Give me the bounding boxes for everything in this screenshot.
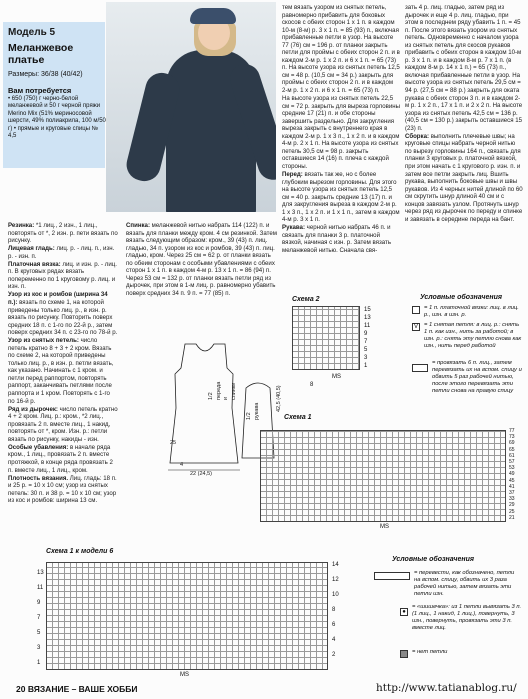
row-num: 1	[364, 363, 368, 369]
para	[282, 4, 400, 95]
row-num: 13	[364, 315, 371, 321]
page-footer	[0, 682, 528, 699]
row-num: 3	[364, 355, 368, 361]
para-title: Узор из снятых петель:	[8, 337, 79, 345]
row-num: 65	[509, 446, 515, 453]
para-text: число петель кратно 8 + 3 + 2 кром. Вязать по схеме 2, на которой приведены только лиц. р., в изн. р. петли вязать, как указано. Начинать с 1 кром. и петли перед раппортом, повторять раппорт, заканчивать петлями после раппорта и 1 кром. Повторять с 1-го по 16-й р.	[8, 337, 114, 405]
para-title: Платочная вязка:	[8, 260, 61, 268]
para	[282, 95, 400, 170]
instructions-col2	[126, 222, 278, 298]
para-title: Сборка:	[405, 132, 429, 140]
row-num: 6	[332, 622, 336, 628]
legend-item: = 1 снятая петля: в лиц. р.: снять 1 п. как изн., нить за работой; в изн. р.: снять эту петлю снова как изн., нить перед работой	[424, 322, 522, 349]
para-text: число петель кратно 4 + 2 кром. Лиц. р.: кром., *2 лиц., провязать 2 п. вместе лиц., 1 накид, повторять от *, кром. Изн. р.: петли вязать по рисунку, накиды - изн.	[8, 405, 118, 443]
symbol-wrap-purl	[374, 572, 410, 580]
row-num: 77	[509, 428, 515, 434]
sizes-line: Размеры: 36/38 (40/42)	[8, 71, 83, 78]
para	[282, 224, 400, 254]
symbol-garter	[412, 306, 420, 314]
para-text: меланжевой нитью набрать 114 (122) п. и вязать для планки между кром. 4 см резинкой. Затем вязать следующим образом: кром., 39 (43) п. лиц. гладью, 34 п. узором из кос и ромбов, 39 (43) п. лиц. гладью, кром. Через 25 см = 62 р. от планки вязать по обеим сторонам с особыми убавлениями с обеих сторон 1 х 1 п. в каждом 4-м р. 13 х 1 п. = 86 (94) п. Через 53 см = 132 р. от планки вязать петли ряд из дырочек, при этом в 1-м лиц. р. равномерно убавить поверх средних 34 п. 9 п. = 77 (85) п.	[126, 222, 277, 297]
cap	[190, 8, 236, 24]
row-num: 1	[37, 660, 41, 666]
row-num: 33	[509, 496, 515, 503]
row-num: 7	[364, 339, 368, 345]
materials-title: Вам потребуется	[8, 86, 72, 95]
instructions-col1	[8, 222, 118, 505]
schema2-title: Схема 2	[292, 296, 320, 303]
schema1-ms: MS	[380, 524, 389, 530]
para-text: черной нитью набрать 46 п. и связать для планки 3 р. платочной вязкой, начиная с изн. р. Затем вязать меланжевой нитью. Сначала свя-	[282, 224, 391, 254]
para-text: лиц. р. - лиц. п., изн. р. - изн. п.	[8, 245, 115, 260]
para	[405, 4, 523, 132]
schema1-row-numbers	[509, 428, 515, 521]
row-num: 4	[332, 637, 336, 643]
legend-item: = перевести, как обозначено, петли на вспом. спицу, обвить их 3 раза рабочей нитью, затем вязать эти петли изн.	[414, 570, 515, 597]
row-num: 37	[509, 490, 515, 497]
para-title: Рукава:	[282, 224, 305, 232]
symbol-no-stitch	[400, 650, 408, 658]
row-num: 2	[332, 652, 336, 658]
symbol-wrap	[412, 364, 428, 372]
sleeve-pattern-label: 1/2 рукава	[246, 402, 260, 420]
para-title: Лицевая гладь:	[8, 245, 55, 253]
body-pattern-outline	[170, 344, 238, 463]
para-text: *1 лиц., 2 изн., 1 лиц., повторять от *, 2 изн. р. пети вязать по рисунку.	[8, 222, 118, 245]
row-num: 12	[332, 577, 339, 583]
para-title: Резинка:	[8, 222, 35, 229]
para-text: зать 4 р. лиц. гладью, затем ряд из дырочек и еще 4 р. лиц. гладью, при этом в последнем ряду убавить 1 п. = 45 п. После этого вязать узором из снятых петель. Одновременно с началом узора из снятых петель для скосов рукавов прибавить с обеих сторон в каждом 10-м р. 3 х 1 п. и в каждом 8-м р. 7 х 1 п. (в каждом 8-м р. 14 х 1 п.) = 65 (73) п., включая прибавленные петли в узор. На высоте узора из снятых петель 29,5 см = 94 р. (27,5 см = 88 р.) закрыть для окатa рукава с обеих сторон 3 п. и в каждом 2-м р. 1 х 2 п., 17 х 1 п. и 2 х 2 п. На высоте узора из снятых петель 42,5 см = 136 р. (40,5 см = 130 р.) закрыть оставшиеся 15 (23) п.	[405, 4, 523, 132]
para-title: Узор из кос и ромбов (ширина 34 п.):	[8, 291, 108, 306]
row-num: 11	[364, 323, 371, 329]
sleeve-height-label: 42,5 (40,5)	[276, 385, 282, 412]
para	[8, 475, 118, 505]
row-num: 3	[37, 645, 41, 651]
row-num: 14	[332, 562, 339, 568]
legend-item: = 1 п. платочной вязки: лиц. в лиц. р., изн. в изн. р.	[424, 305, 519, 318]
source-url[interactable]: http://www.tatianablog.ru/	[376, 682, 517, 694]
row-num: 9	[364, 331, 368, 337]
para-text: На высоте узора из снятых петель 22,5 см = 72 р. закрыть для выреза горловины средние 17 (21) п. и обе стороны завершить раздельно. Для закругления выреза закрыть с внутреннего края в каждом 2-м р. 1 х 3 п., 1 х 2 п. и в каждом 4-м р. 2 х 1 п. На высоте узора из снятых петель 30,5 см = 98 р. закрыть оставшиеся 14 (16) п. плеча с каждой стороны.	[282, 95, 401, 170]
symbol-bobble: ●	[400, 608, 408, 616]
row-num: 13	[37, 570, 44, 576]
row-num: 25	[509, 508, 515, 515]
schema1k-rows-right	[332, 558, 339, 663]
model-photo	[106, 2, 276, 212]
legend-item: = нет петли	[412, 649, 448, 655]
para	[282, 171, 400, 224]
row-num: 8	[332, 607, 336, 613]
row-num: 49	[509, 471, 515, 478]
instructions-col4	[405, 4, 523, 224]
para	[405, 133, 523, 224]
row-num: 61	[509, 452, 515, 459]
materials-text: • 650 (750) г черно-белой меланжевой и 50 г черной пряжи Merino Mix (51% мериносовой шерсти, 49% полиакрила, 100 м/50 г) • прямые и круговые спицы № 4,5	[8, 96, 106, 140]
para-text: вязать по схеме 1, на которой приведены только лиц. р., в изн. р. вязать по рисунку. Повторить поверх средних 18 п. с 1-го по 22-й р., затем поверх средних 34 п. с 23-го по 78-й р.	[8, 298, 118, 337]
body-width-label: 22 (24,5)	[190, 471, 213, 477]
para-title: Ряд из дырочек:	[8, 405, 58, 413]
schema1k-title: Схема 1 к модели 6	[46, 548, 114, 555]
legend-top-title: Условные обозначения	[420, 294, 503, 301]
legend-item: = «шишечка»: из 1 петли вывязать 3 п. (1 лиц., 1 накид, 1 лиц.), повернуть, 3 изн., повернуть, провязать эти 3 п. вместе лиц.	[412, 604, 522, 631]
para-title: Плотность вязания.	[8, 474, 69, 482]
para	[8, 337, 118, 405]
row-num: 73	[509, 434, 515, 441]
schema1k-rows-left	[37, 566, 44, 671]
row-num: 5	[37, 630, 41, 636]
row-num: 15	[364, 307, 371, 313]
para-text: вязать так же, но с более глубоким вырезом горловины. Для этого на высоте узора из снятых петель 12,5 см = 40 р. закрыть средние 13 (17) п. и для закругления выреза в каждом 2-м р. 1 х 3 п., 1 х 2 п. и 1 х 1 п., затем в каждом 4-м р. 3 х 1 п.	[282, 171, 400, 224]
schema2-repeat: 8	[310, 382, 314, 388]
row-num: 69	[509, 440, 515, 447]
legend-item: = провязать 6 п. лиц., затем перевязать их на вспом. спицу и обвить 5 раз рабочей нитью, после этого перевязать эти петли снова на правую спицу	[432, 360, 522, 394]
para	[8, 444, 118, 474]
body-height-label: 25	[170, 440, 177, 446]
schema1-title: Схема 1	[284, 414, 312, 421]
row-num: 21	[509, 514, 515, 521]
schema1-grid	[260, 430, 506, 522]
model-number: Модель 5	[8, 27, 56, 38]
schema2-row-numbers	[364, 306, 371, 370]
schema2-grid	[292, 306, 360, 370]
para-text: выполнить плечевые швы; на круговые спицы набрать черной нитью по вырезу горловины 164 п., связать для планки 3 круговых р. платочной вязкой, при этом начать с 1 кругового р. изн. п. и затем все петли закрыть лиц. Вшить рукава, выполнить боковые швы и швы рукавов. Из 4 черных нитей длиной по 60 см скрутить шнур длиной 40 см и с концов завязать узлом. Протянуть шнур через ряд из дырочек по переду и спинке и завязать в середине переда на бант.	[405, 132, 523, 223]
para-title: Перед:	[282, 171, 303, 179]
symbol-slip: V	[413, 324, 418, 330]
para	[8, 245, 118, 260]
row-num: 9	[37, 600, 41, 606]
para	[126, 222, 278, 297]
row-num: 57	[509, 459, 515, 466]
row-num: 11	[37, 585, 44, 591]
row-num: 53	[509, 465, 515, 472]
schema1k-grid	[46, 562, 328, 670]
para	[8, 406, 118, 444]
schema1k-ms: MS	[180, 672, 189, 678]
para-text: в начале ряда кром., 1 лиц., провязать 2 п. вместе протяжкой, в конце ряда провязать 2 п. вместе лиц., 1 лиц., кром.	[8, 443, 113, 474]
page-number: 20 ВЯЗАНИЕ – ВАШЕ ХОББИ	[16, 684, 138, 694]
band-height-label: 4	[180, 462, 184, 468]
body-pattern-label: 1/2 переда и спинки	[208, 381, 237, 400]
para	[8, 261, 118, 291]
legend-bottom-title: Условные обозначения	[392, 556, 475, 563]
para	[8, 291, 118, 336]
row-num: 5	[364, 347, 368, 353]
row-num: 41	[509, 483, 515, 490]
schema2-ms: MS	[332, 374, 341, 380]
row-num: 45	[509, 477, 515, 484]
para-text: лиц. и изн. р. - лиц. п. В круговых рядах вязать попеременно по 1 круговому р. лиц. и изн. п.	[8, 260, 117, 291]
para	[8, 222, 118, 245]
row-num: 10	[332, 592, 339, 598]
para-text: тем вязать узором из снятых петель, равномерно прибавить для боковых скосов с обеих сторон 1 х 1 п. в каждом 10-м (8-м) р. 3 х 1 п. = 85 (93) п., включая прибавленные петли в узор. На высоте 77 (76) см = 196 р. от планки закрыть петли для проймы с обеих сторон 2 п. и в каждом 2-м р. 1 х 2 п. и 6 х 1 п. = 65 (73) п. На высоте узора из снятых петель 12,5 см = 48 р. (10,5 см = 34 р.) закрыть для проймы с обеих сторон 2 п. и в каждом 2-м р. 1 х 2 п. и 6 х 1 п. = 65 (73) п.	[282, 4, 400, 95]
dress-title: Меланжевое платье	[8, 42, 74, 66]
para-text: Лиц. гладь: 18 п. и 25 р. = 10 х 10 см; узор из снятых петель: 30 п. и 38 р. = 10 х 10 см; узор из кос и ромбов: ширина 13 см.	[8, 474, 117, 505]
row-num: 7	[37, 615, 41, 621]
para-title: Спинка:	[126, 222, 150, 229]
row-num: 29	[509, 502, 515, 509]
instructions-col3	[282, 4, 400, 255]
para-title: Особые убавления:	[8, 443, 69, 451]
